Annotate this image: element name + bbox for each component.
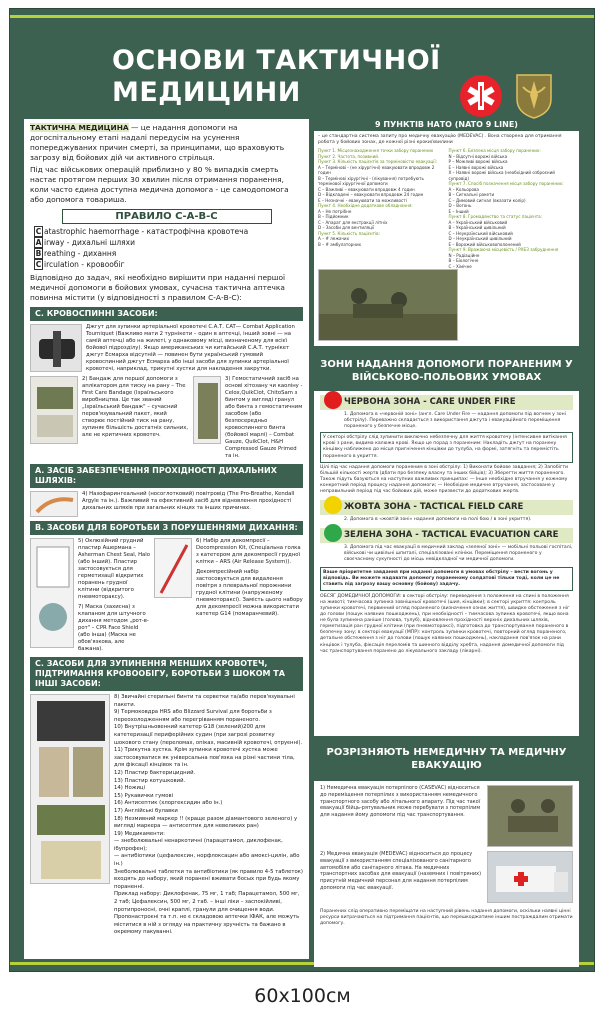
soldiers-carrying-photo — [487, 785, 573, 847]
nato-panel — [314, 119, 579, 346]
rule-text: irway - дихальні шляхи — [44, 238, 135, 247]
section-circulation: С. ЗАСОБИ ДЛЯ ЗУПИНЕННЯ МЕНШИХ КРОВОТЕЧ, ПІДТРИМАННЯ КРОВООБІГУ, БОРОТЬБИ З ШОКОМ ТА ІНШІ ЗАСОБИ: — [30, 657, 303, 691]
stats-paragraph: Під час військових операцій приблизно у 80 % випадків смерть настає протягом перших 30 хвилин після отримання поранення, коли часто єдина доступна медична допомога - це самодопомога або допомога товариша. — [30, 165, 289, 204]
kit-item: 16) Антисептик (хлоргексидин або ін.) — [114, 800, 223, 807]
kit-item: 14) Ножиці — [114, 785, 146, 792]
nato-line: Е – Ворожий військовополонений — [448, 241, 521, 247]
military-medical-shield-icon — [515, 73, 553, 119]
kit-item: 8) Звичайні стерильні бинти та серветки та/або перев'язувальні пакети. — [114, 694, 295, 708]
green-zone-title: ЗЕЛЕНА ЗОНА - TACTICAL EVACUATION CARE — [344, 530, 559, 541]
chest-seal-image — [30, 538, 74, 648]
nato-line: А – Термінові - (не хірургічні) евакуювати впродовж 2 годин — [318, 164, 435, 176]
evac-title: РОЗРІЗНЯЮТЬ НЕМЕДИЧНУ ТА МЕДИЧНУ ЕВАКУАЦІЮ — [326, 747, 567, 771]
nato-line: D – Відкладені – евакуювати впродовж 24 годин — [318, 192, 424, 198]
red-zone-dot-icon — [324, 391, 342, 409]
poster-title — [112, 45, 452, 109]
nato-line: E – Наявні ворожі війська — [448, 164, 504, 170]
yellow-zone-title: ЖОВТА ЗОНА - TACTICAL FIELD CARE — [344, 502, 524, 513]
evac-title-box — [314, 741, 579, 777]
nato-line: Пункт 6. Безпека місця забору поранених: — [448, 148, 541, 154]
rule-letter: C — [35, 227, 42, 236]
green-zone-heading — [320, 528, 573, 543]
title-line-1: ОСНОВИ ТАКТИЧНОЇ — [112, 45, 441, 76]
scope-text: ОБСЯГ ДОМЕДИЧНОЇ ДОПОМОГИ: в секторі обстрілу: переведення з положення на спині в положення на животі; тимчасова зупинка зовнішньої кровотечі (шия, кінцівки); в секторі укриття: контроль зупинки кровотечі, первинний огляд пораненого (визначення ознак життя), швидке обстеження з ніг до голови (пошук наявних пошкоджень), при необхідності – тимчасова зупинка кровотечі, якщо вона не була зупинена раніше (голова, тулуб), відновлення прохідності верхніх дихальних шляхів, герметизація ран грудної клітини (при пневмотораксі), підготовка до транспортування пораненого в безпечну зону; в секторі евакуації (МПР): контроль зупинки кровотечі, повторний огляд пораненого, детальне обстеження з ніг до голови (пошук наявних пошкоджень), накладання пов'язок на рани кінцівок і тулуба, фіксація переломів та шинного відділу хребта, надання домедичної допомоги під час транспортування поранено до лікувального закладу (лікарні). — [320, 593, 570, 654]
nato-line: Пункт 7. Спосіб позначення місця забору поранених: — [448, 181, 564, 187]
kit-item: 13) Пластир котушковий. — [114, 777, 186, 784]
bandage-row — [30, 376, 303, 460]
rule-letter: B — [35, 249, 42, 258]
intro-term: ТАКТИЧНА МЕДИЦИНА — [30, 123, 129, 132]
nato-line: D – Неукраїнський цивільний — [448, 236, 512, 242]
nato-line: Пункт 2. Частота, позивний. — [318, 153, 380, 159]
nato-line: Пункт 5. Кількість пацієнтів: — [318, 230, 380, 236]
green-zone-text: 3. Допомога під час евакуації в медичний заклад «зеленої зоні» — мобільні польові госпіталі, військові чи цивільні шпиталі, спеціалізовані клініки. Переміщення пораненого у своєчасному сукупності до місць невідкладної чи медичної допомоги. — [344, 545, 573, 563]
rule-item — [34, 248, 303, 259]
airway-row — [30, 491, 303, 517]
soldiers-evacuation-photo — [318, 269, 458, 341]
nato-line: N – Відсутні ворожі війська — [448, 153, 508, 159]
hemostatic-gauze-image — [193, 376, 221, 444]
kit-item: 10) Внутрішньовенний катетер G18 (зелений)200 для катетеризації периферійних судин (при загрозі розвитку шокового стану (переломах, опіках, масивній кровотечі, отруєнні). — [114, 724, 303, 746]
nato-title: 9 ПУНКТІВ НАТО (NATO 9 LINE) — [314, 119, 579, 131]
rule-item — [34, 226, 303, 237]
kit-item: 18) Незмивний маркер !! (краще разом діамантового зеленого) у вигляді маркера — антисептик для невеликих ран) — [114, 815, 298, 830]
red-zone-box: У секторі обстрілу слід зупинити виключно небезпечну для життя кровотечу (інтенсивне витікання крові з рани, видима калюжа крові. Якщо це порад з пораненим: Накладіть джгут на поранену кінцівку наближено до місця пригнічення кінцівки до тулуба, на формі, затягніть та перемістіть пораненого в укриття. — [320, 432, 573, 462]
kit-item: 9) Термоковдра HRS або Blizzard Survival для боротьби з переохолодженням або перегріванням пораненого. — [114, 709, 272, 723]
nato-line: N – Радіаційне — [448, 252, 480, 258]
section-airway: А. ЗАСІБ ЗАБЕЗПЕЧЕННЯ ПРОХІДНОСТІ ДИХАЛЬНИХ ШЛЯХІВ: — [30, 464, 303, 488]
nato-line: Пункт 3. Кількість пацієнтів за терміновістю евакуації: — [318, 159, 437, 165]
top-accent-stripe — [10, 15, 594, 18]
green-zone-note: Ваше пріоритетне завдання при наданні допомоги в умовах обстрілу – вести вогонь у відповідь. Ви можете надавати допомогу пораненому солдатові тільки тоді, коли це не ставить під загрозу вашу основну (бойову) задачу. — [320, 567, 573, 591]
kit-item: 11) Трикутна хустка. Крім зупинки кровотечі хустка може застосовуватися як універсальна пов'язка на різні частини тіла, для фіксації кінцівок та ін. — [114, 747, 295, 769]
nato-line: С – Димовий сигнал (вказати колір) — [448, 197, 526, 203]
rule-letter: C — [35, 260, 42, 269]
section-breathing: В. ЗАСОБИ ДЛЯ БОРОТЬБИ З ПОРУШЕННЯМИ ДИХАННЯ: — [30, 521, 303, 535]
first-aid-kit-image — [30, 694, 110, 884]
nato-line: А – # лежачих — [318, 236, 350, 242]
medevac-text: 2) Медична евакуація (MEDEVAC) відноситься до процесу евакуації з використанням спеціалізованого санітарного автомобіля або санітарного літака. На медичних транспортних засобах для евакуації (наземних і повітряних) присутній медичний персонал для надання потерпілим допомоги під час евакуації. — [320, 851, 482, 891]
tourniquet-image — [30, 324, 82, 372]
nato-left-list — [318, 148, 445, 269]
circulation-row — [30, 694, 303, 937]
nato-intro: – це стандартна система запиту про медичну евакуацію (MEDEVAC) . Вона створена для отримання робота у бойових зонах, де кожної різні кроки/хвилини — [318, 134, 562, 146]
cpr-text: 7) Маска (захисна) з клапаном для штучного дихання методом „рот-в-рот" – CPR Face Shield (або інша) (Маска не обов'язкова, але бажана). — [78, 604, 149, 652]
nato-line: В – # амбулаторних — [318, 241, 362, 247]
nato-line: Е – Інший — [448, 208, 469, 214]
decomp-note: Декомпресійний набір застосовується для видалення повітря з плевральної порожнини грудної клітини (напруженому пневмотораксі). Замість цього набору для декомпресії можна використати катетер G14 (помаранчевий). — [196, 569, 303, 617]
kit-item: Знеболювальні таблетки та антибіотики (як правило 4-5 таблеток) входять до набору, який поранені вживати босых при будь якому пораненні. — [114, 868, 303, 890]
kit-item: 12) Пластир бактерицидний. — [114, 769, 196, 776]
yellow-zone-heading — [320, 500, 573, 515]
nato-line: Пункт 4. Необхідне додаткове обладнання: — [318, 203, 413, 209]
nato-line: D – Вогонь — [448, 203, 472, 209]
zones-panel — [314, 391, 579, 736]
nato-line: В – Сигнальні ракети — [448, 192, 495, 198]
airway-text: 4) Назофарингеальний (носоглотковий) повітровід (The Pro-Breathe, Kendall Argyle та ін.). Важливий та ефективний засіб для відновлення прохідності дихальних шляхів при загальних кінцях та інших причинах. — [82, 491, 295, 511]
nato-line: Пункт 8. Громадянство та статус пацієнта: — [448, 214, 543, 220]
decomp-text: 6) Набір для декомпресії – Decompression Kit, (Спеціальна голка з катетером для декомпресії грудної клітки – ARS (Air Release System)). — [196, 538, 301, 565]
nato-line: Х – Наявні ворожі війська (необхідний озброєний супровід) — [448, 170, 555, 181]
rule-letter: A — [35, 238, 42, 247]
evac-panel — [314, 781, 579, 967]
nato-line: P – Можливі ворожі війська — [448, 159, 508, 165]
yellow-zone-text: 2. Допомога в «жовтій зоні» надання допомоги на полі бою / в зоні укриття). — [344, 517, 532, 523]
decompression-needle-image — [154, 538, 192, 598]
kit-item: 17) Англійські булавки — [114, 807, 178, 814]
nato-line: С – Важливі – евакуювати впродовж 4 годин — [318, 186, 415, 192]
zones-title: ЗОНИ НАДАННЯ ДОПОМОГИ ПОРАНЕНИМ У ВІЙСЬКОВО-ПОЛЬОВИХ УМОВАХ — [320, 359, 573, 383]
rule-text: irculation - кровообіг — [44, 260, 125, 269]
right-column — [314, 119, 579, 959]
kit-item: — антибіотики (цефалексин, норфлоксацин або амоксі-цилін, або ін.) — [114, 853, 300, 868]
nato-line: Пункт 1. Місцезнаходження точки забору поранених — [318, 148, 434, 154]
bandage-image — [30, 376, 78, 444]
nato-line: В – Термінові хірургічні - (лікування) потребують термінової хірургічної допомоги — [318, 175, 424, 187]
nato-line: В – Підйомник — [318, 214, 349, 220]
evac-note: Поранених слід оперативно переміщати на наступний рівень надання допомоги, оскільки наявні цінні ресурси витрачаються на підтримання пацієнтів, що перешкоджатиме іншим постраждалим отримати допомогу. — [320, 909, 573, 927]
hemostat-text: 3) Гемостатичний засіб на основі хітозану чи каоліну - Celox,QuikClot, ChitoSam з бинтом у вигляді гранул або бинта з гемостатичним засобом (або безпосередньо кровоспинного бинта (бойової марлі) – Combat Gauze, QuikClot, H&H Compressed Gauze Primed та ін. — [225, 376, 303, 459]
rule-title: ПРАВИЛО С-А-В-С — [62, 209, 272, 224]
rule-note: Відповідно до задач, які необхідно вирішити при наданні першої медичної допомоги в бойових умовах, сучасна тактична аптечка повинна містити (у відповідності з правилом С-А-В-С): — [30, 273, 286, 302]
kit-item: 15) Рукавички гумові — [114, 792, 174, 799]
bandage-text: 2) Бандаж для першої допомоги з аплікатором для тиску на рану – The First Care Bandage (Ізраїльського виробництва. Це так званий „Ізраїльський бандаж" – сучасний перев'язувальний пакет, який створює постійний тиск на рану, зупиняє більшість достатніх сильних, але не критичних кровотеч. — [82, 376, 189, 438]
cat-row — [30, 324, 303, 373]
left-column — [24, 119, 309, 959]
nato-line: В – Біологічне — [448, 258, 479, 264]
size-label: 60х100см — [254, 985, 351, 1007]
rule-text: atastrophic haemorrhage - катастрофічна кровотеча — [44, 227, 249, 236]
rule-item — [34, 237, 303, 248]
nato-line: С – Неукраїнський військовий — [448, 230, 513, 236]
nato-right-list — [449, 148, 576, 269]
green-zone-dot-icon — [324, 524, 342, 542]
nasopharyngeal-airway-image — [30, 491, 78, 517]
nato-line: В – Український цивільний — [448, 225, 506, 231]
nato-line: Е – Незначні - евакуювати за можливості — [318, 197, 407, 203]
kit-item: 19) Медикаменти: — [114, 830, 165, 837]
medical-emblem-icon — [460, 75, 502, 117]
red-zone-heading — [320, 395, 573, 410]
nato-line: С – Апарат для екстракції літніх — [318, 219, 388, 225]
kit-items-list — [114, 694, 303, 937]
zones-title-box — [314, 353, 579, 389]
red-zone-goals: Цілі під час надання допомоги пораненим в зоні обстрілу: 1) Виконати бойове завдання; 2) Запобігти більшій кількості жертв (дбати про безпеку власну та інших бійців); 3) Зберегти життя пораненого. Також підуть базуються на наступних важливих принципах: — Інше необхідне втручання у кожному конкретний період процесу надання допомоги; — Необхідне медичне втручання, застосоване у неправильний період під час бойових дій, може призвести до додаткових жертв. — [320, 464, 569, 495]
kit-item: — знеболювальні ненаркотичні (парацетамол, диклофенак, ібупрофен); — [114, 838, 283, 852]
yellow-zone-dot-icon — [324, 496, 342, 514]
red-zone-text: 1. Допомога в «червоній зоні» (англ. Care Under Fire — надання допомоги під вогнем у зоні обстрілу). Переважно складається з використання джгута і евакуаційного переміщення пораненого у безпечне місце. — [344, 412, 566, 430]
nato-line: А – Український військовий — [448, 219, 508, 225]
nato-line: С – Хімічне — [448, 263, 472, 269]
nato-line: А – Кольорова — [448, 186, 479, 192]
kit-item: Приклад набору: Диклофенак, 75 мг, 1 таб; Парацетамол, 500 мг, 2 таб; Цефалексин, 500 мг, 2 таб. – інші ліки – заспокійливі, протипроносні, очні краплі, гранули для очищення води. Пропонастроєні та т.п. не є складовою аптечки ІФАК, але можуть міститися в ній з огляду на практичну зручність та бажано в окремому пакуванні. — [114, 891, 300, 936]
nato-line: D – Засоби для вентиляції — [318, 225, 375, 231]
poster-board — [9, 8, 595, 972]
seal-text: 5) Оклюзійний грудний пластир Ашермана – Asherman Chest Seal, Halo (або інший). Пластир застосовується для герметизації відкритих поранень грудної клітини (відкритого пневмотораксу). — [78, 538, 151, 600]
casevac-text: 1) Немедична евакуація потерпілого (CASEVAC) відноситься до переміщення потерпілих з використанням немедичного транспортного засобу або літального апарату. Під час такої евакуації бійць-рятувальник може перебувати з потерпілим для надання йому допомоги під час транспортування. — [320, 785, 481, 819]
rule-text: reathing - дихання — [44, 249, 117, 258]
rule-item — [34, 259, 303, 270]
poster-header — [10, 37, 596, 127]
intro-text: — це надання допомоги на догоспітальному етапі надалі передусім на усунення попереджуваних причин смерті, за принципами, що враховують загрозу від бойових дій чи активного стрільця. — [30, 123, 285, 162]
breathing-row — [30, 538, 303, 653]
rule-list — [30, 226, 303, 270]
section-hemostatic: С. КРОВОСПИННІ ЗАСОБИ: — [30, 307, 303, 321]
nato-line: А – Не потрібне — [318, 208, 352, 214]
ambulance-photo — [487, 851, 573, 903]
nato-line: Пункт 9. Вражаюча місцевість / РХБЗ забруднення — [448, 247, 559, 253]
cat-text: Джгут для зупинки артеріальної кровотечі С.А.Т. CAT— Combat Application Tourniquet (Важливо мати 2 турнікети – один в аптечці, інший зовні — на самій аптечці або на жилеті, у однаковому місці, визначеному для всієї бойової підрозділу). Якщо американських чи китайський С.А.Т. турнікет джгут Есмарха відсутній — повинен бути український гумовий кровоспинний джгут Есмарха або інші засоби для зупинки артеріальної кровотечі, наприклад, трикутні хустки для накладення закрутки. — [86, 324, 295, 372]
intro-paragraph — [30, 123, 303, 163]
title-line-2: МЕДИЦИНИ — [112, 77, 301, 108]
red-zone-title: ЧЕРВОНА ЗОНА - CARE UNDER FIRE — [344, 397, 516, 407]
